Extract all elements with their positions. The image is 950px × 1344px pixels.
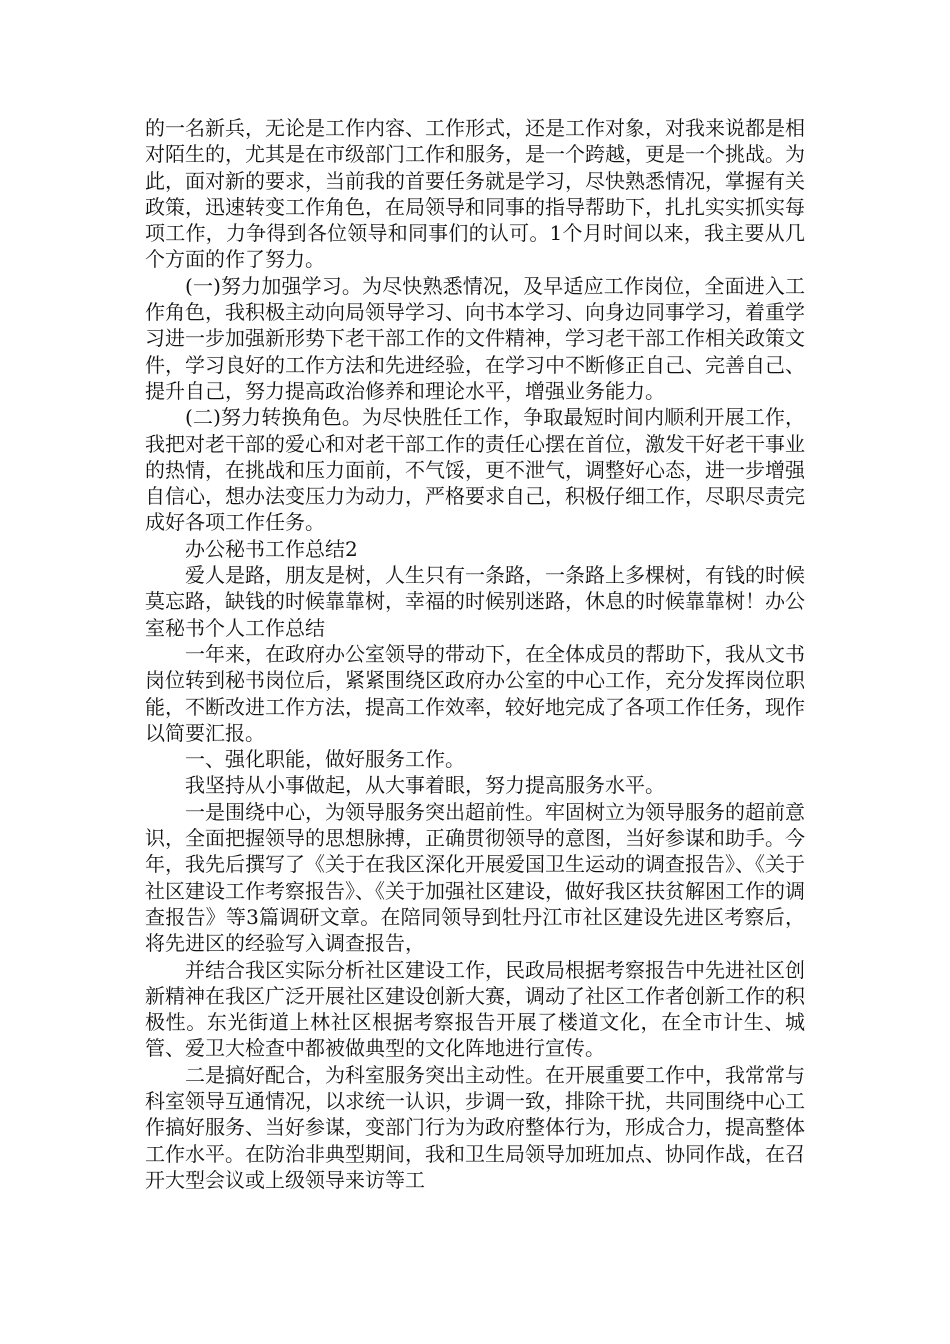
paragraph-1: 的一名新兵，无论是工作内容、工作形式，还是工作对象，对我来说都是相对陌生的，尤其是在市级部门工作和服务，是一个跨越，更是一个挑战。为此，面对新的要求，当前我的首要任务就是学习，尽快熟悉情况，掌握有关政策，迅速转变工作角色，在局领导和同事的指导帮助下，扎扎实实抓实每项工作，力争得到各位领导和同事们的认可。1个月时间以来，我主要从几个方面的作了努力。 <box>145 116 805 272</box>
subheading-1: 一、强化职能，做好服务工作。 <box>185 747 465 772</box>
paragraph-6: 一年来，在政府办公室领导的带动下，在全体成员的帮助下，我从文书岗位转到秘书岗位后，紧紧围绕区政府办公室的中心工作，充分发挥岗位职能，不断改进工作方法，提高工作效率，较好地完成了各项工作任务，现作以简要汇报。 <box>145 641 805 745</box>
paragraph-3: (二)努力转换角色。为尽快胜任工作，争取最短时间内顺利开展工作，我把对老干部的爱心和对老干部工作的责任心摆在首位，激发干好老干事业的热情，在挑战和压力面前，不气馁，更不泄气，调整好心态，进一步增强自信心，想办法变压力为动力，严格要求自己，积极仔细工作，尽职尽责完成好各项工作任务。 <box>145 405 805 535</box>
paragraph-11: 二是搞好配合，为科室服务突出主动性。在开展重要工作中，我常常与科室领导互通情况，以求统一认识，步调一致，排除干扰，共同围绕中心工作搞好服务、当好参谋，变部门行为为政府整体行为，形成合力，提高整体工作水平。在防治非典型期间，我和卫生局领导加班加点、协同作战，在召开大型会议或上级领导来访等工 <box>145 1062 805 1192</box>
paragraph-8: 我坚持从小事做起，从大事着眼，努力提高服务水平。 <box>185 773 665 798</box>
section-heading: 办公秘书工作总结2 <box>185 536 358 561</box>
paragraph-10: 并结合我区实际分析社区建设工作，民政局根据考察报告中先进社区创新精神在我区广泛开展社区建设创新大赛，调动了社区工作者创新工作的积极性。东光街道上林社区根据考察报告开展了楼道文化，在全市计生、城管、爱卫大检查中都被做典型的文化阵地进行宣传。 <box>145 957 805 1061</box>
paragraph-2: (一)努力加强学习。为尽快熟悉情况，及早适应工作岗位，全面进入工作角色，我积极主动向局领导学习、向书本学习、向身边同事学习，着重学习进一步加强新形势下老干部工作的文件精神，学习老干部工作相关政策文件，学习良好的工作方法和先进经验，在学习中不断修正自己、完善自己、提升自己，努力提高政治修养和理论水平，增强业务能力。 <box>145 273 805 403</box>
document-page <box>145 115 805 1193</box>
paragraph-9: 一是围绕中心，为领导服务突出超前性。牢固树立为领导服务的超前意识，全面把握领导的思想脉搏，正确贯彻领导的意图，当好参谋和助手。今年，我先后撰写了《关于在我区深化开展爱国卫生运动的调查报告》、《关于社区建设工作考察报告》、《关于加强社区建设，做好我区扶贫解困工作的调查报告》等3篇调研文章。在陪同领导到牡丹江市社区建设先进区考察后，将先进区的经验写入调查报告， <box>145 799 805 956</box>
paragraph-5: 爱人是路，朋友是树，人生只有一条路，一条路上多棵树，有钱的时候莫忘路，缺钱的时候靠靠树，幸福的时候别迷路，休息的时候靠靠树！办公室秘书个人工作总结 <box>145 563 805 640</box>
